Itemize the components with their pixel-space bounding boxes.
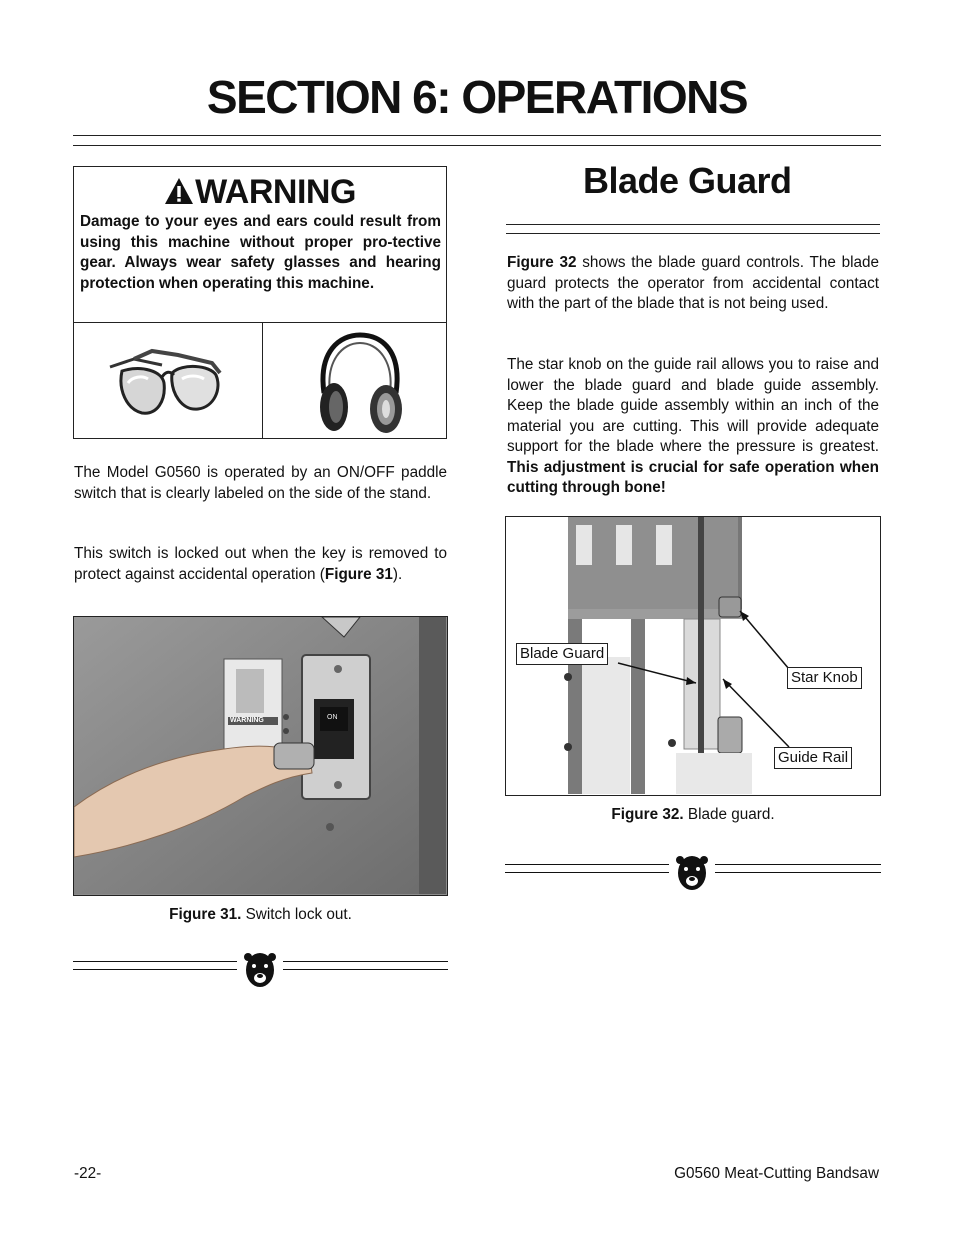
image-divider — [262, 323, 263, 439]
section-end-divider-right — [505, 855, 881, 885]
blade-guard-heading: Blade Guard — [583, 160, 792, 201]
switch-paragraph: The Model G0560 is operated by an ON/OFF paddle switch that is clearly labeled on the side of the stand. — [74, 464, 447, 502]
warning-images — [74, 322, 446, 439]
heading-rule-2 — [506, 233, 880, 234]
guide-rail-callout: Guide Rail — [774, 747, 852, 769]
section-end-divider — [73, 952, 448, 982]
page-number: -22- — [74, 1165, 102, 1182]
figure-32-image — [505, 516, 881, 796]
lockout-paragraph: This switch is locked out when the key is removed to protect against accidental operation (Figure 31). — [74, 545, 447, 583]
warning-heading: WARNING — [74, 173, 446, 212]
title-rule-2 — [73, 145, 881, 146]
figure-31-image — [73, 616, 448, 896]
warning-box — [73, 166, 447, 439]
ear-muffs-icon — [310, 331, 410, 435]
warning-triangle-icon — [164, 176, 194, 206]
document-title: G0560 Meat-Cutting Bandsaw — [674, 1165, 879, 1182]
bear-logo-icon — [675, 855, 709, 891]
figure-31-caption: Figure 31. Switch lock out. — [169, 906, 352, 923]
blade-guard-paragraph-2: The star knob on the guide rail allows you to raise and lower the blade guard and blade guide assembly. Keep the blade guide assembly within an inch of the material you are cutting. This will provide adequate support for the blade where the pressure is greatest. This adjustment is crucial for safe operation when cutting through bone! — [507, 356, 879, 496]
warning-decal-label: WARNING — [230, 717, 264, 724]
title-rule — [73, 135, 881, 136]
switch-on-label: ON — [327, 714, 338, 721]
switch-photo — [74, 617, 446, 894]
section-title: SECTION 6: OPERATIONS — [206, 71, 748, 123]
figure-32-caption: Figure 32. Blade guard. — [611, 806, 775, 823]
safety-glasses-icon — [102, 337, 232, 427]
blade-guard-callout: Blade Guard — [516, 643, 608, 665]
blade-guard-paragraph-1: Figure 32 shows the blade guard controls. The blade guard protects the operator from accidental contact with the part of the blade that is not being used. — [507, 254, 879, 312]
bear-logo-icon — [243, 952, 277, 988]
star-knob-callout: Star Knob — [787, 667, 862, 689]
heading-rule — [506, 224, 880, 225]
warning-text: Damage to your eyes and ears could result from using this machine without proper pro-tective gear. Always wear safety glasses and hearing protection when operating this machine. — [80, 213, 441, 292]
